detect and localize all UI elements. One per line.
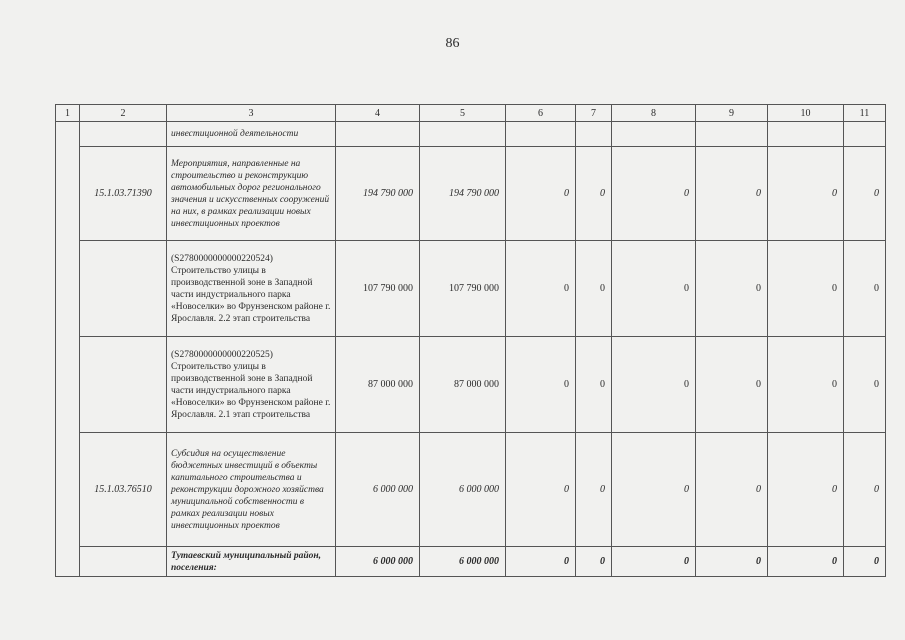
row-name: Тутаевский муниципальный район, поселения: [167,547,336,577]
row-name: Субсидия на осуществление бюджетных инвестиций в объекты капитального строительства и реконструкции дорожного хозяйства муниципальной собственности в рамках реализации новых инвестиционных проектов [167,433,336,547]
row-code: 15.1.03.76510 [80,433,167,547]
row-value-6: 0 [506,547,576,577]
row-value-11: 0 [844,241,886,337]
row-name: инвестиционной деятельности [167,122,336,147]
row-value-5: 107 790 000 [420,241,506,337]
row-value-9: 0 [696,147,768,241]
row-value-10: 0 [768,337,844,433]
row-value-8: 0 [612,337,696,433]
row-value-6: 0 [506,337,576,433]
table-row [56,337,886,433]
row-value-4: 87 000 000 [336,337,420,433]
col-header-9: 9 [696,105,768,122]
row-value-4 [336,122,420,147]
row-code [80,122,167,147]
table-row [56,147,886,241]
col-header-10: 10 [768,105,844,122]
table-row [56,122,886,147]
col-header-2: 2 [80,105,167,122]
col-header-5: 5 [420,105,506,122]
row-value-9 [696,122,768,147]
table-row [56,241,886,337]
table-row [56,433,886,547]
row-code [80,337,167,433]
row-value-4: 107 790 000 [336,241,420,337]
col-header-7: 7 [576,105,612,122]
row-value-11 [844,122,886,147]
col-header-4: 4 [336,105,420,122]
row-value-5: 194 790 000 [420,147,506,241]
row-value-7: 0 [576,547,612,577]
row-value-6: 0 [506,241,576,337]
row-value-9: 0 [696,337,768,433]
row-value-6 [506,122,576,147]
row-code: 15.1.03.71390 [80,147,167,241]
row-value-11: 0 [844,547,886,577]
row-value-9: 0 [696,241,768,337]
row-value-8: 0 [612,547,696,577]
row-name: Мероприятия, направленные на строительство и реконструкцию автомобильных дорог регионального значения и искусственных сооружений на них, в рамках реализации новых инвестиционных проектов [167,147,336,241]
row-value-11: 0 [844,147,886,241]
row-value-8: 0 [612,147,696,241]
row-value-7: 0 [576,433,612,547]
row-code [80,241,167,337]
row-value-9: 0 [696,433,768,547]
row-code [80,547,167,577]
row-value-10 [768,122,844,147]
row-value-5: 87 000 000 [420,337,506,433]
row-value-9: 0 [696,547,768,577]
row-group-cell [56,122,80,577]
row-value-4: 6 000 000 [336,547,420,577]
row-value-5: 6 000 000 [420,433,506,547]
col-header-11: 11 [844,105,886,122]
row-value-10: 0 [768,433,844,547]
row-value-7: 0 [576,147,612,241]
row-value-8: 0 [612,241,696,337]
row-value-11: 0 [844,433,886,547]
row-value-8: 0 [612,433,696,547]
budget-table [55,104,886,577]
row-value-6: 0 [506,433,576,547]
row-name: (S2780000000000220525) Строительство улицы в производственной зоне в Западной части индустриального парка «Новоселки» во Фрунзенском районе г. Ярославля. 2.1 этап строительства [167,337,336,433]
row-value-10: 0 [768,547,844,577]
header-row [56,105,886,122]
row-value-4: 194 790 000 [336,147,420,241]
row-value-5 [420,122,506,147]
row-value-10: 0 [768,241,844,337]
row-value-5: 6 000 000 [420,547,506,577]
col-header-3: 3 [167,105,336,122]
row-value-11: 0 [844,337,886,433]
col-header-6: 6 [506,105,576,122]
page-number: 86 [445,36,460,51]
row-value-6: 0 [506,147,576,241]
row-value-7: 0 [576,337,612,433]
row-value-7: 0 [576,241,612,337]
row-value-10: 0 [768,147,844,241]
row-value-4: 6 000 000 [336,433,420,547]
col-header-1: 1 [56,105,80,122]
row-name: (S2780000000000220524) Строительство улицы в производственной зоне в Западной части индустриального парка «Новоселки» во Фрунзенском районе г. Ярославля. 2.2 этап строительства [167,241,336,337]
row-value-8 [612,122,696,147]
col-header-8: 8 [612,105,696,122]
table-row [56,547,886,577]
row-value-7 [576,122,612,147]
